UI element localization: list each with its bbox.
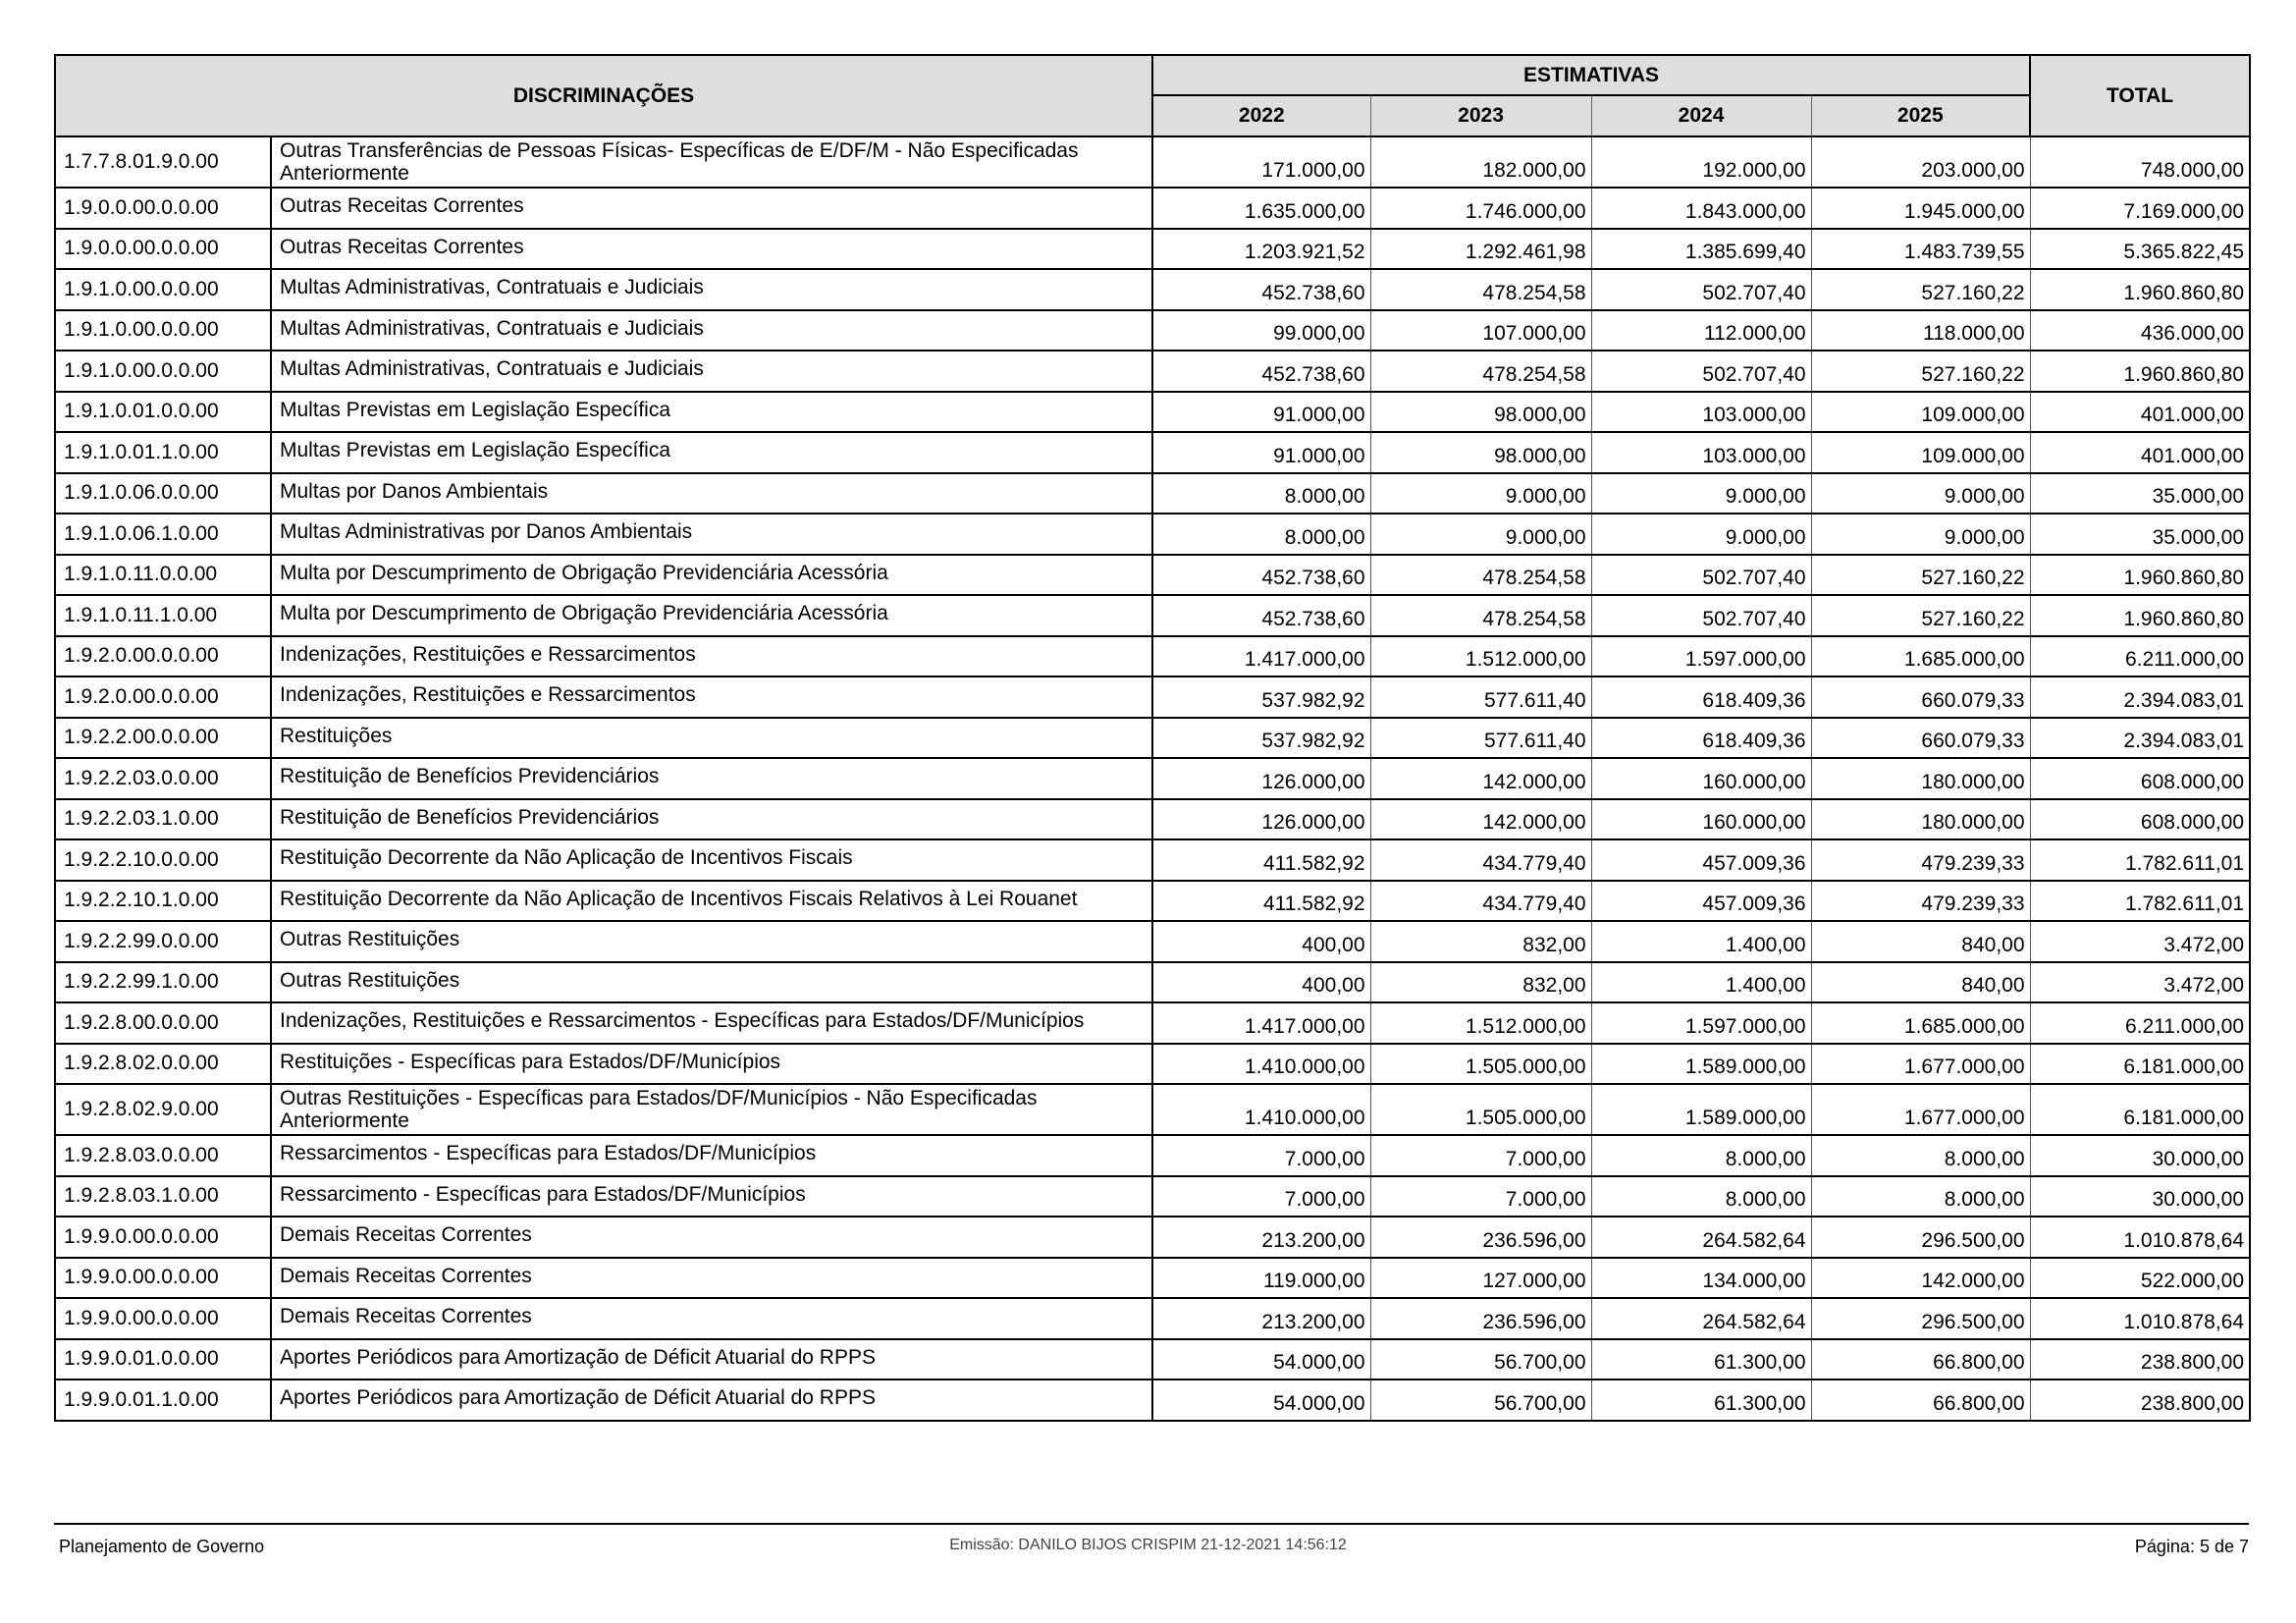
row-code: 1.9.2.2.00.0.0.00 <box>55 718 271 759</box>
row-value-2023: 236.596,00 <box>1370 1298 1591 1339</box>
row-value-2023: 56.700,00 <box>1370 1380 1591 1421</box>
row-code: 1.9.9.0.00.0.0.00 <box>55 1258 271 1299</box>
row-description: Multa por Descumprimento de Obrigação Previdenciária Acessória <box>271 555 1152 596</box>
table-row <box>55 1084 2250 1135</box>
row-value-2025: 8.000,00 <box>1811 1135 2030 1176</box>
row-value-2025: 9.000,00 <box>1811 514 2030 555</box>
row-code: 1.9.9.0.01.0.0.00 <box>55 1339 271 1380</box>
table-row <box>55 188 2250 229</box>
row-value-2022: 7.000,00 <box>1152 1176 1370 1217</box>
row-value-2025: 1.483.739,55 <box>1811 229 2030 270</box>
row-description: Ressarcimento - Específicas para Estados/DF/Municípios <box>271 1176 1152 1217</box>
row-total: 30.000,00 <box>2030 1176 2250 1217</box>
row-code: 1.9.9.0.00.0.0.00 <box>55 1217 271 1258</box>
row-value-2023: 9.000,00 <box>1370 514 1591 555</box>
row-value-2023: 832,00 <box>1370 921 1591 962</box>
row-value-2023: 478.254,58 <box>1370 269 1591 310</box>
table-row <box>55 962 2250 1003</box>
row-value-2022: 452.738,60 <box>1152 269 1370 310</box>
row-value-2023: 98.000,00 <box>1370 392 1591 433</box>
row-value-2025: 66.800,00 <box>1811 1339 2030 1380</box>
row-code: 1.9.2.8.02.0.0.00 <box>55 1044 271 1085</box>
row-value-2024: 457.009,36 <box>1591 839 1811 881</box>
footer-department: Planejamento de Governo <box>59 1537 265 1556</box>
row-description: Indenizações, Restituições e Ressarcimentos <box>271 676 1152 718</box>
row-value-2024: 134.000,00 <box>1591 1258 1811 1299</box>
table-row <box>55 310 2250 352</box>
footer-emission: Emissão: DANILO BIJOS CRISPIM 21-12-2021 14:56:12 <box>949 1537 1347 1553</box>
row-code: 1.9.1.0.00.0.0.00 <box>55 351 271 392</box>
row-value-2022: 91.000,00 <box>1152 432 1370 473</box>
row-value-2022: 99.000,00 <box>1152 310 1370 352</box>
table-row <box>55 758 2250 799</box>
row-value-2025: 527.160,22 <box>1811 555 2030 596</box>
row-value-2025: 1.945.000,00 <box>1811 188 2030 229</box>
row-total: 6.211.000,00 <box>2030 1002 2250 1044</box>
row-code: 1.9.2.8.02.9.0.00 <box>55 1084 271 1135</box>
row-value-2022: 91.000,00 <box>1152 392 1370 433</box>
row-total: 436.000,00 <box>2030 310 2250 352</box>
row-value-2022: 537.982,92 <box>1152 718 1370 759</box>
row-value-2025: 109.000,00 <box>1811 392 2030 433</box>
row-value-2023: 9.000,00 <box>1370 473 1591 514</box>
row-value-2022: 126.000,00 <box>1152 799 1370 840</box>
row-value-2023: 182.000,00 <box>1370 136 1591 188</box>
row-value-2024: 502.707,40 <box>1591 351 1811 392</box>
row-total: 6.211.000,00 <box>2030 636 2250 677</box>
header-year-2024: 2024 <box>1591 95 1811 136</box>
table-row <box>55 1002 2250 1044</box>
row-value-2023: 142.000,00 <box>1370 799 1591 840</box>
row-value-2024: 61.300,00 <box>1591 1339 1811 1380</box>
table-row <box>55 636 2250 677</box>
row-total: 7.169.000,00 <box>2030 188 2250 229</box>
row-value-2025: 527.160,22 <box>1811 269 2030 310</box>
row-value-2023: 478.254,58 <box>1370 351 1591 392</box>
row-value-2024: 502.707,40 <box>1591 269 1811 310</box>
row-total: 35.000,00 <box>2030 514 2250 555</box>
row-code: 1.9.2.2.99.1.0.00 <box>55 962 271 1003</box>
row-description: Multas Administrativas, Contratuais e Judiciais <box>271 351 1152 392</box>
row-description: Outras Restituições <box>271 962 1152 1003</box>
row-value-2025: 66.800,00 <box>1811 1380 2030 1421</box>
row-value-2025: 180.000,00 <box>1811 758 2030 799</box>
row-value-2022: 8.000,00 <box>1152 514 1370 555</box>
row-value-2025: 1.685.000,00 <box>1811 1002 2030 1044</box>
row-value-2022: 1.417.000,00 <box>1152 636 1370 677</box>
row-value-2022: 54.000,00 <box>1152 1339 1370 1380</box>
row-value-2022: 213.200,00 <box>1152 1298 1370 1339</box>
row-value-2025: 527.160,22 <box>1811 595 2030 636</box>
row-code: 1.9.2.2.03.1.0.00 <box>55 799 271 840</box>
row-description: Aportes Periódicos para Amortização de Déficit Atuarial do RPPS <box>271 1380 1152 1421</box>
row-value-2024: 103.000,00 <box>1591 432 1811 473</box>
row-total: 5.365.822,45 <box>2030 229 2250 270</box>
row-value-2023: 1.746.000,00 <box>1370 188 1591 229</box>
row-value-2023: 434.779,40 <box>1370 881 1591 922</box>
row-code: 1.9.1.0.01.1.0.00 <box>55 432 271 473</box>
row-description: Multas Previstas em Legislação Específica <box>271 392 1152 433</box>
row-code: 1.9.2.0.00.0.0.00 <box>55 676 271 718</box>
row-description: Outras Receitas Correntes <box>271 229 1152 270</box>
row-value-2023: 127.000,00 <box>1370 1258 1591 1299</box>
row-value-2025: 840,00 <box>1811 921 2030 962</box>
row-code: 1.9.1.0.06.1.0.00 <box>55 514 271 555</box>
row-description: Restituições <box>271 718 1152 759</box>
row-code: 1.9.2.8.03.1.0.00 <box>55 1176 271 1217</box>
table-row <box>55 1176 2250 1217</box>
table-row <box>55 718 2250 759</box>
row-value-2022: 400,00 <box>1152 921 1370 962</box>
row-value-2024: 618.409,36 <box>1591 718 1811 759</box>
table-row <box>55 595 2250 636</box>
row-value-2023: 107.000,00 <box>1370 310 1591 352</box>
row-value-2024: 457.009,36 <box>1591 881 1811 922</box>
row-value-2023: 7.000,00 <box>1370 1135 1591 1176</box>
row-value-2022: 411.582,92 <box>1152 839 1370 881</box>
row-description: Demais Receitas Correntes <box>271 1217 1152 1258</box>
row-code: 1.9.2.2.03.0.0.00 <box>55 758 271 799</box>
row-value-2023: 1.512.000,00 <box>1370 636 1591 677</box>
table-row <box>55 921 2250 962</box>
row-code: 1.9.1.0.00.0.0.00 <box>55 269 271 310</box>
row-value-2022: 213.200,00 <box>1152 1217 1370 1258</box>
header-estimativas: ESTIMATIVAS <box>1152 55 2030 95</box>
row-value-2024: 9.000,00 <box>1591 473 1811 514</box>
row-description: Outras Transferências de Pessoas Físicas- Específicas de E/DF/M - Não Especificadas Anteriormente <box>271 136 1152 188</box>
row-value-2024: 1.589.000,00 <box>1591 1084 1811 1135</box>
row-value-2024: 502.707,40 <box>1591 595 1811 636</box>
row-total: 1.782.611,01 <box>2030 839 2250 881</box>
row-value-2025: 1.677.000,00 <box>1811 1084 2030 1135</box>
table-row <box>55 839 2250 881</box>
row-description: Multas Administrativas por Danos Ambientais <box>271 514 1152 555</box>
row-total: 238.800,00 <box>2030 1380 2250 1421</box>
row-value-2023: 7.000,00 <box>1370 1176 1591 1217</box>
row-value-2025: 9.000,00 <box>1811 473 2030 514</box>
table-row <box>55 351 2250 392</box>
row-value-2024: 264.582,64 <box>1591 1217 1811 1258</box>
row-total: 608.000,00 <box>2030 799 2250 840</box>
row-description: Outras Restituições <box>271 921 1152 962</box>
row-value-2024: 502.707,40 <box>1591 555 1811 596</box>
row-value-2024: 264.582,64 <box>1591 1298 1811 1339</box>
row-total: 1.960.860,80 <box>2030 269 2250 310</box>
row-total: 30.000,00 <box>2030 1135 2250 1176</box>
row-value-2022: 537.982,92 <box>1152 676 1370 718</box>
row-value-2023: 577.611,40 <box>1370 676 1591 718</box>
row-description: Indenizações, Restituições e Ressarcimentos <box>271 636 1152 677</box>
row-description: Aportes Periódicos para Amortização de Déficit Atuarial do RPPS <box>271 1339 1152 1380</box>
row-code: 1.9.9.0.01.1.0.00 <box>55 1380 271 1421</box>
row-value-2022: 411.582,92 <box>1152 881 1370 922</box>
row-value-2024: 618.409,36 <box>1591 676 1811 718</box>
row-description: Demais Receitas Correntes <box>271 1298 1152 1339</box>
row-value-2022: 126.000,00 <box>1152 758 1370 799</box>
row-total: 2.394.083,01 <box>2030 718 2250 759</box>
row-value-2024: 1.597.000,00 <box>1591 636 1811 677</box>
row-value-2022: 452.738,60 <box>1152 595 1370 636</box>
row-total: 3.472,00 <box>2030 921 2250 962</box>
row-total: 3.472,00 <box>2030 962 2250 1003</box>
row-total: 748.000,00 <box>2030 136 2250 188</box>
row-value-2023: 478.254,58 <box>1370 555 1591 596</box>
row-value-2025: 203.000,00 <box>1811 136 2030 188</box>
row-code: 1.9.1.0.11.1.0.00 <box>55 595 271 636</box>
row-total: 1.010.878,64 <box>2030 1217 2250 1258</box>
row-description: Outras Receitas Correntes <box>271 188 1152 229</box>
table-row <box>55 1339 2250 1380</box>
row-code: 1.9.0.0.00.0.0.00 <box>55 188 271 229</box>
row-code: 1.9.2.2.10.1.0.00 <box>55 881 271 922</box>
table-row <box>55 1217 2250 1258</box>
row-value-2025: 660.079,33 <box>1811 718 2030 759</box>
row-code: 1.9.2.2.99.0.0.00 <box>55 921 271 962</box>
row-value-2023: 56.700,00 <box>1370 1339 1591 1380</box>
row-value-2024: 1.400,00 <box>1591 962 1811 1003</box>
row-value-2022: 1.203.921,52 <box>1152 229 1370 270</box>
row-value-2025: 479.239,33 <box>1811 881 2030 922</box>
row-total: 1.960.860,80 <box>2030 595 2250 636</box>
row-code: 1.9.2.8.00.0.0.00 <box>55 1002 271 1044</box>
row-value-2022: 171.000,00 <box>1152 136 1370 188</box>
row-value-2025: 660.079,33 <box>1811 676 2030 718</box>
row-total: 522.000,00 <box>2030 1258 2250 1299</box>
row-total: 6.181.000,00 <box>2030 1084 2250 1135</box>
table-row <box>55 1298 2250 1339</box>
row-value-2025: 479.239,33 <box>1811 839 2030 881</box>
row-value-2024: 8.000,00 <box>1591 1176 1811 1217</box>
row-total: 1.960.860,80 <box>2030 555 2250 596</box>
table-row <box>55 676 2250 718</box>
row-value-2024: 103.000,00 <box>1591 392 1811 433</box>
row-value-2022: 8.000,00 <box>1152 473 1370 514</box>
row-value-2024: 1.597.000,00 <box>1591 1002 1811 1044</box>
table-body <box>55 136 2250 1421</box>
row-value-2022: 7.000,00 <box>1152 1135 1370 1176</box>
row-total: 1.782.611,01 <box>2030 881 2250 922</box>
row-value-2023: 1.505.000,00 <box>1370 1084 1591 1135</box>
header-year-2023: 2023 <box>1370 95 1591 136</box>
row-value-2025: 109.000,00 <box>1811 432 2030 473</box>
row-value-2024: 9.000,00 <box>1591 514 1811 555</box>
row-value-2024: 160.000,00 <box>1591 758 1811 799</box>
row-value-2025: 1.677.000,00 <box>1811 1044 2030 1085</box>
table-row <box>55 1380 2250 1421</box>
row-value-2022: 1.635.000,00 <box>1152 188 1370 229</box>
row-total: 238.800,00 <box>2030 1339 2250 1380</box>
footer-page-number: Página: 5 de 7 <box>2134 1537 2249 1556</box>
row-description: Multas Administrativas, Contratuais e Judiciais <box>271 310 1152 352</box>
row-code: 1.9.2.8.03.0.0.00 <box>55 1135 271 1176</box>
header-discriminacoes: DISCRIMINAÇÕES <box>55 55 1152 136</box>
row-code: 1.7.7.8.01.9.0.00 <box>55 136 271 188</box>
table-row <box>55 136 2250 188</box>
row-value-2024: 8.000,00 <box>1591 1135 1811 1176</box>
row-value-2022: 452.738,60 <box>1152 555 1370 596</box>
row-value-2022: 452.738,60 <box>1152 351 1370 392</box>
row-value-2024: 1.385.699,40 <box>1591 229 1811 270</box>
row-value-2025: 142.000,00 <box>1811 1258 2030 1299</box>
row-description: Ressarcimentos - Específicas para Estados/DF/Municípios <box>271 1135 1152 1176</box>
row-value-2024: 1.843.000,00 <box>1591 188 1811 229</box>
row-value-2023: 434.779,40 <box>1370 839 1591 881</box>
row-value-2023: 1.512.000,00 <box>1370 1002 1591 1044</box>
table-row <box>55 269 2250 310</box>
header-year-2022: 2022 <box>1152 95 1370 136</box>
row-value-2025: 180.000,00 <box>1811 799 2030 840</box>
table-row <box>55 881 2250 922</box>
row-total: 35.000,00 <box>2030 473 2250 514</box>
row-value-2022: 400,00 <box>1152 962 1370 1003</box>
header-total: TOTAL <box>2030 55 2250 136</box>
row-value-2022: 1.410.000,00 <box>1152 1044 1370 1085</box>
row-total: 2.394.083,01 <box>2030 676 2250 718</box>
row-total: 6.181.000,00 <box>2030 1044 2250 1085</box>
row-value-2023: 478.254,58 <box>1370 595 1591 636</box>
table-row <box>55 1044 2250 1085</box>
row-code: 1.9.2.0.00.0.0.00 <box>55 636 271 677</box>
row-value-2022: 1.417.000,00 <box>1152 1002 1370 1044</box>
table-row <box>55 473 2250 514</box>
row-description: Demais Receitas Correntes <box>271 1258 1152 1299</box>
row-description: Restituições - Específicas para Estados/DF/Municípios <box>271 1044 1152 1085</box>
row-value-2023: 142.000,00 <box>1370 758 1591 799</box>
row-value-2024: 61.300,00 <box>1591 1380 1811 1421</box>
row-description: Multa por Descumprimento de Obrigação Previdenciária Acessória <box>271 595 1152 636</box>
row-value-2025: 296.500,00 <box>1811 1298 2030 1339</box>
table-row <box>55 555 2250 596</box>
table-row <box>55 392 2250 433</box>
row-value-2022: 54.000,00 <box>1152 1380 1370 1421</box>
row-description: Restituição de Benefícios Previdenciários <box>271 799 1152 840</box>
row-value-2025: 296.500,00 <box>1811 1217 2030 1258</box>
row-code: 1.9.1.0.06.0.0.00 <box>55 473 271 514</box>
row-description: Restituição Decorrente da Não Aplicação de Incentivos Fiscais <box>271 839 1152 881</box>
row-value-2023: 98.000,00 <box>1370 432 1591 473</box>
row-total: 1.960.860,80 <box>2030 351 2250 392</box>
row-code: 1.9.1.0.11.0.0.00 <box>55 555 271 596</box>
row-value-2022: 1.410.000,00 <box>1152 1084 1370 1135</box>
header-year-2025: 2025 <box>1811 95 2030 136</box>
row-code: 1.9.9.0.00.0.0.00 <box>55 1298 271 1339</box>
revenue-estimates-table <box>54 54 2251 1422</box>
row-description: Multas Previstas em Legislação Específica <box>271 432 1152 473</box>
table-row <box>55 1135 2250 1176</box>
row-value-2023: 1.292.461,98 <box>1370 229 1591 270</box>
row-value-2024: 1.400,00 <box>1591 921 1811 962</box>
row-value-2025: 1.685.000,00 <box>1811 636 2030 677</box>
row-total: 1.010.878,64 <box>2030 1298 2250 1339</box>
row-total: 401.000,00 <box>2030 432 2250 473</box>
table-row <box>55 432 2250 473</box>
row-value-2023: 832,00 <box>1370 962 1591 1003</box>
row-value-2024: 192.000,00 <box>1591 136 1811 188</box>
row-value-2024: 1.589.000,00 <box>1591 1044 1811 1085</box>
row-value-2025: 840,00 <box>1811 962 2030 1003</box>
row-description: Multas por Danos Ambientais <box>271 473 1152 514</box>
row-total: 608.000,00 <box>2030 758 2250 799</box>
row-value-2022: 119.000,00 <box>1152 1258 1370 1299</box>
row-value-2023: 577.611,40 <box>1370 718 1591 759</box>
row-code: 1.9.1.0.00.0.0.00 <box>55 310 271 352</box>
row-description: Multas Administrativas, Contratuais e Judiciais <box>271 269 1152 310</box>
row-description: Indenizações, Restituições e Ressarcimentos - Específicas para Estados/DF/Municípios <box>271 1002 1152 1044</box>
footer-divider <box>54 1523 2249 1525</box>
row-value-2025: 118.000,00 <box>1811 310 2030 352</box>
table-row <box>55 514 2250 555</box>
table-row <box>55 229 2250 270</box>
row-code: 1.9.0.0.00.0.0.00 <box>55 229 271 270</box>
row-description: Restituição de Benefícios Previdenciários <box>271 758 1152 799</box>
row-value-2023: 236.596,00 <box>1370 1217 1591 1258</box>
row-value-2024: 112.000,00 <box>1591 310 1811 352</box>
row-code: 1.9.2.2.10.0.0.00 <box>55 839 271 881</box>
row-code: 1.9.1.0.01.0.0.00 <box>55 392 271 433</box>
row-value-2023: 1.505.000,00 <box>1370 1044 1591 1085</box>
row-description: Restituição Decorrente da Não Aplicação de Incentivos Fiscais Relativos à Lei Rouanet <box>271 881 1152 922</box>
table-row <box>55 1258 2250 1299</box>
row-value-2025: 8.000,00 <box>1811 1176 2030 1217</box>
table-row <box>55 799 2250 840</box>
row-description: Outras Restituições - Específicas para Estados/DF/Municípios - Não Especificadas Anteriormente <box>271 1084 1152 1135</box>
row-value-2025: 527.160,22 <box>1811 351 2030 392</box>
row-total: 401.000,00 <box>2030 392 2250 433</box>
row-value-2024: 160.000,00 <box>1591 799 1811 840</box>
